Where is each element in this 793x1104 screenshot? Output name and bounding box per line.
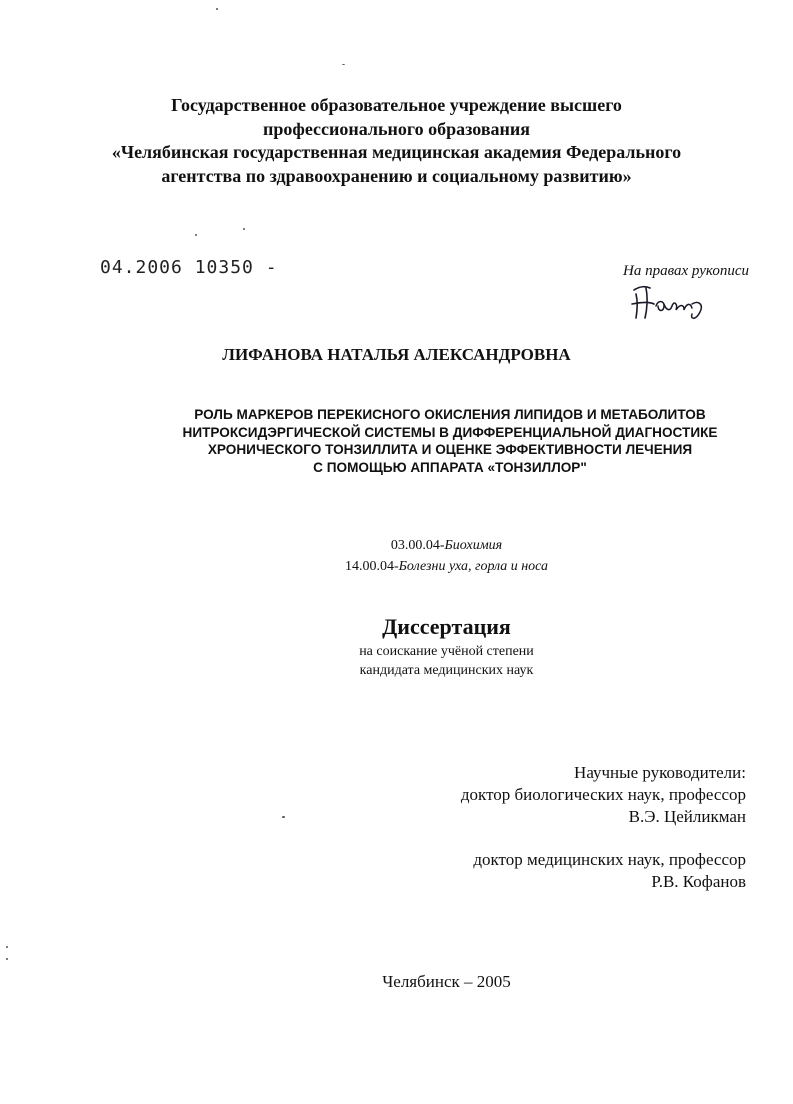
specialty-line <box>0 535 793 556</box>
advisor-degree: доктор биологических наук, профессор <box>460 785 746 804</box>
advisor-name: В.Э. Цейликман <box>628 807 746 826</box>
advisor-name: Р.В. Кофанов <box>651 872 746 891</box>
institution-line: профессионального образования <box>262 118 531 139</box>
specialties-block <box>0 535 793 577</box>
handwritten-signature <box>628 282 708 324</box>
specialty-code: 03.00.04- <box>390 538 445 553</box>
scan-speck <box>282 816 285 818</box>
thesis-title-line: С ПОМОЩЬЮ АППАРАТА «ТОНЗИЛЛОР" <box>313 459 587 475</box>
scan-speck <box>342 64 345 65</box>
institution-header <box>0 94 793 188</box>
institution-line: агентства по здравоохранению и социальному развитию» <box>161 165 632 186</box>
archive-stamp-code: 04.2006 10350 - <box>100 257 278 278</box>
scan-speck <box>6 946 8 948</box>
rights-note: На правах рукописи <box>623 263 749 279</box>
specialty-name: Биохимия <box>444 538 503 553</box>
advisors-block <box>461 762 746 893</box>
scan-speck <box>243 228 245 230</box>
specialty-name: Болезни уха, горла и носа <box>398 559 549 574</box>
specialty-code: 14.00.04- <box>344 559 399 574</box>
city-year: Челябинск – 2005 <box>382 972 511 991</box>
degree-line: на соискание учёной степени <box>359 644 534 659</box>
specialty-line <box>0 556 793 577</box>
advisor-spacer <box>461 828 746 849</box>
thesis-title <box>0 406 793 476</box>
document-type: Диссертация <box>382 614 511 639</box>
thesis-title-line: НИТРОКСИДЭРГИЧЕСКОЙ СИСТЕМЫ В ДИФФЕРЕНЦИАЛЬНОЙ ДИАГНОСТИКЕ <box>182 424 718 440</box>
thesis-title-line: РОЛЬ МАРКЕРОВ ПЕРЕКИСНОГО ОКИСЛЕНИЯ ЛИПИДОВ И МЕТАБОЛИТОВ <box>194 407 706 422</box>
scan-speck <box>216 8 218 10</box>
degree-block <box>0 642 793 680</box>
scan-speck <box>6 958 8 960</box>
advisor-degree: доктор медицинских наук, профессор <box>473 850 746 869</box>
author-name: ЛИФАНОВА НАТАЛЬЯ АЛЕКСАНДРОВНА <box>222 345 571 364</box>
thesis-title-line: ХРОНИЧЕСКОГО ТОНЗИЛЛИТА И ОЦЕНКЕ ЭФФЕКТИВНОСТИ ЛЕЧЕНИЯ <box>207 442 693 457</box>
institution-line: «Челябинская государственная медицинская академия Федерального <box>111 142 682 162</box>
scan-speck <box>195 234 197 236</box>
institution-line: Государственное образовательное учреждение высшего <box>171 95 622 115</box>
advisors-heading: Научные руководители: <box>574 763 746 782</box>
degree-line: кандидата медицинских наук <box>359 663 534 678</box>
